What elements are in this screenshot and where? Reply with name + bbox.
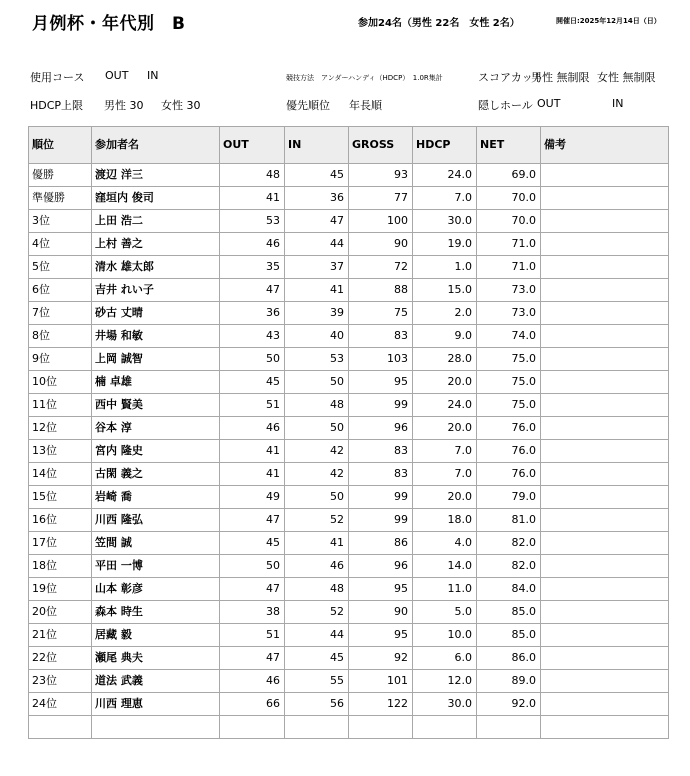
- name-cell: 窪垣内 俊司: [92, 187, 220, 210]
- name-cell: 谷本 淳: [92, 417, 220, 440]
- net-cell: 84.0: [477, 578, 541, 601]
- gross-cell: 99: [349, 394, 413, 417]
- net-cell: 82.0: [477, 532, 541, 555]
- col-header-hdcp: HDCP: [413, 127, 477, 164]
- hdcp-cell: 1.0: [413, 256, 477, 279]
- note-cell: [541, 555, 669, 578]
- note-cell: [541, 601, 669, 624]
- table-row: [29, 371, 669, 394]
- net-cell: 89.0: [477, 670, 541, 693]
- gross-cell: 96: [349, 555, 413, 578]
- net-cell: 69.0: [477, 164, 541, 187]
- in-cell: 56: [285, 693, 349, 716]
- rank-cell: 8位: [29, 325, 92, 348]
- in-cell: 40: [285, 325, 349, 348]
- hdcp-cell: 20.0: [413, 371, 477, 394]
- note-cell: [541, 256, 669, 279]
- hdcp-cell: 6.0: [413, 647, 477, 670]
- note-cell: [541, 670, 669, 693]
- name-cell: 古閑 義之: [92, 463, 220, 486]
- rank-cell: 7位: [29, 302, 92, 325]
- table-row: [29, 440, 669, 463]
- net-cell: 79.0: [477, 486, 541, 509]
- rank-cell: 優勝: [29, 164, 92, 187]
- gross-cell: 122: [349, 693, 413, 716]
- rank-cell: 14位: [29, 463, 92, 486]
- rank-cell: 20位: [29, 601, 92, 624]
- hdcp-cell: 20.0: [413, 417, 477, 440]
- note-cell: [541, 532, 669, 555]
- table-row: [29, 509, 669, 532]
- in-cell: 52: [285, 601, 349, 624]
- out-cell: 46: [220, 233, 285, 256]
- rank-cell: 16位: [29, 509, 92, 532]
- hdcp-cell: 19.0: [413, 233, 477, 256]
- note-cell: [541, 463, 669, 486]
- empty-cell: [285, 716, 349, 739]
- name-cell: 上田 浩二: [92, 210, 220, 233]
- out-cell: 41: [220, 463, 285, 486]
- net-cell: 76.0: [477, 463, 541, 486]
- name-cell: 森本 時生: [92, 601, 220, 624]
- table-row: [29, 463, 669, 486]
- out-cell: 66: [220, 693, 285, 716]
- in-cell: 45: [285, 647, 349, 670]
- hdcp-cell: 15.0: [413, 279, 477, 302]
- table-row: [29, 302, 669, 325]
- net-cell: 76.0: [477, 440, 541, 463]
- rank-cell: 23位: [29, 670, 92, 693]
- in-cell: 45: [285, 164, 349, 187]
- table-row: [29, 210, 669, 233]
- score-cut-female: 女性 無制限: [597, 71, 656, 84]
- hdcp-cell: 18.0: [413, 509, 477, 532]
- name-cell: 瀬尾 典夫: [92, 647, 220, 670]
- out-cell: 50: [220, 348, 285, 371]
- out-cell: 41: [220, 187, 285, 210]
- name-cell: 山本 彰彦: [92, 578, 220, 601]
- hdcp-cell: 20.0: [413, 486, 477, 509]
- in-cell: 50: [285, 486, 349, 509]
- net-cell: 75.0: [477, 348, 541, 371]
- hdcp-limit-label: HDCP上限: [30, 99, 84, 112]
- out-cell: 47: [220, 578, 285, 601]
- in-cell: 41: [285, 279, 349, 302]
- table-row: [29, 348, 669, 371]
- out-cell: 45: [220, 371, 285, 394]
- note-cell: [541, 440, 669, 463]
- in-cell: 48: [285, 578, 349, 601]
- note-cell: [541, 624, 669, 647]
- out-cell: 41: [220, 440, 285, 463]
- note-cell: [541, 486, 669, 509]
- table-row: [29, 532, 669, 555]
- gross-cell: 95: [349, 624, 413, 647]
- in-cell: 46: [285, 555, 349, 578]
- hdcp-cell: 10.0: [413, 624, 477, 647]
- net-cell: 81.0: [477, 509, 541, 532]
- participant-count: 参加24名（男性 22名 女性 2名）: [358, 18, 520, 29]
- rank-cell: 18位: [29, 555, 92, 578]
- table-row: [29, 486, 669, 509]
- out-cell: 47: [220, 509, 285, 532]
- in-cell: 48: [285, 394, 349, 417]
- rank-cell: 5位: [29, 256, 92, 279]
- table-row: [29, 555, 669, 578]
- hdcp-cell: 11.0: [413, 578, 477, 601]
- hdcp-cell: 7.0: [413, 463, 477, 486]
- name-cell: 平田 一博: [92, 555, 220, 578]
- col-header-out: OUT: [220, 127, 285, 164]
- gross-cell: 95: [349, 371, 413, 394]
- rank-cell: 24位: [29, 693, 92, 716]
- gross-cell: 99: [349, 486, 413, 509]
- net-cell: 71.0: [477, 256, 541, 279]
- gross-cell: 88: [349, 279, 413, 302]
- hdcp-cell: 30.0: [413, 693, 477, 716]
- col-header-name: 参加者名: [92, 127, 220, 164]
- note-cell: [541, 325, 669, 348]
- hidden-hole-label: 隠しホール: [478, 99, 533, 112]
- out-cell: 43: [220, 325, 285, 348]
- rank-cell: 10位: [29, 371, 92, 394]
- name-cell: 吉井 れい子: [92, 279, 220, 302]
- hdcp-cell: 2.0: [413, 302, 477, 325]
- in-cell: 53: [285, 348, 349, 371]
- in-cell: 39: [285, 302, 349, 325]
- out-cell: 48: [220, 164, 285, 187]
- in-cell: 36: [285, 187, 349, 210]
- out-cell: 51: [220, 394, 285, 417]
- rank-cell: 22位: [29, 647, 92, 670]
- gross-cell: 92: [349, 647, 413, 670]
- empty-cell: [92, 716, 220, 739]
- gross-cell: 100: [349, 210, 413, 233]
- net-cell: 85.0: [477, 601, 541, 624]
- note-cell: [541, 371, 669, 394]
- name-cell: 岩崎 喬: [92, 486, 220, 509]
- out-cell: 49: [220, 486, 285, 509]
- out-cell: 45: [220, 532, 285, 555]
- col-header-net: NET: [477, 127, 541, 164]
- hdcp-cell: 5.0: [413, 601, 477, 624]
- name-cell: 宮内 隆史: [92, 440, 220, 463]
- net-cell: 75.0: [477, 371, 541, 394]
- table-row: [29, 670, 669, 693]
- name-cell: 渡辺 洋三: [92, 164, 220, 187]
- gross-cell: 93: [349, 164, 413, 187]
- gross-cell: 96: [349, 417, 413, 440]
- note-cell: [541, 693, 669, 716]
- gross-cell: 72: [349, 256, 413, 279]
- course-out: OUT: [105, 69, 129, 82]
- hdcp-cell: 4.0: [413, 532, 477, 555]
- competition-method: 競技方法 アンダーハンディ（HDCP） 1.0R集計: [286, 74, 443, 82]
- out-cell: 46: [220, 670, 285, 693]
- rank-cell: 9位: [29, 348, 92, 371]
- out-cell: 35: [220, 256, 285, 279]
- note-cell: [541, 164, 669, 187]
- hdcp-limit-female: 女性 30: [161, 99, 201, 112]
- name-cell: 砂古 丈晴: [92, 302, 220, 325]
- hdcp-cell: 28.0: [413, 348, 477, 371]
- empty-cell: [413, 716, 477, 739]
- table-row: [29, 187, 669, 210]
- gross-cell: 83: [349, 463, 413, 486]
- net-cell: 70.0: [477, 187, 541, 210]
- in-cell: 52: [285, 509, 349, 532]
- col-header-rank: 順位: [29, 127, 92, 164]
- rank-cell: 4位: [29, 233, 92, 256]
- hdcp-cell: 24.0: [413, 394, 477, 417]
- net-cell: 74.0: [477, 325, 541, 348]
- rank-cell: 17位: [29, 532, 92, 555]
- note-cell: [541, 394, 669, 417]
- rank-cell: 11位: [29, 394, 92, 417]
- hdcp-cell: 7.0: [413, 440, 477, 463]
- priority-value: 年長順: [349, 99, 382, 112]
- hdcp-limit-male: 男性 30: [104, 99, 144, 112]
- gross-cell: 86: [349, 532, 413, 555]
- gross-cell: 103: [349, 348, 413, 371]
- table-row: [29, 693, 669, 716]
- table-row: [29, 578, 669, 601]
- hdcp-cell: 14.0: [413, 555, 477, 578]
- hdcp-cell: 30.0: [413, 210, 477, 233]
- results-table: [28, 126, 669, 739]
- rank-cell: 13位: [29, 440, 92, 463]
- in-cell: 47: [285, 210, 349, 233]
- rank-cell: 準優勝: [29, 187, 92, 210]
- gross-cell: 101: [349, 670, 413, 693]
- name-cell: 上岡 誠智: [92, 348, 220, 371]
- hdcp-cell: 9.0: [413, 325, 477, 348]
- gross-cell: 77: [349, 187, 413, 210]
- gross-cell: 75: [349, 302, 413, 325]
- out-cell: 47: [220, 279, 285, 302]
- note-cell: [541, 233, 669, 256]
- net-cell: 71.0: [477, 233, 541, 256]
- table-row: [29, 279, 669, 302]
- rank-cell: 15位: [29, 486, 92, 509]
- out-cell: 38: [220, 601, 285, 624]
- table-row: [29, 394, 669, 417]
- results-body: [29, 164, 669, 739]
- out-cell: 46: [220, 417, 285, 440]
- in-cell: 44: [285, 233, 349, 256]
- note-cell: [541, 302, 669, 325]
- gross-cell: 83: [349, 440, 413, 463]
- in-cell: 55: [285, 670, 349, 693]
- note-cell: [541, 509, 669, 532]
- note-cell: [541, 578, 669, 601]
- gross-cell: 90: [349, 601, 413, 624]
- gross-cell: 95: [349, 578, 413, 601]
- table-row: [29, 164, 669, 187]
- name-cell: 清水 雄太郎: [92, 256, 220, 279]
- net-cell: 86.0: [477, 647, 541, 670]
- table-row: [29, 233, 669, 256]
- in-cell: 42: [285, 440, 349, 463]
- in-cell: 50: [285, 417, 349, 440]
- rank-cell: 6位: [29, 279, 92, 302]
- table-row: [29, 601, 669, 624]
- note-cell: [541, 187, 669, 210]
- in-cell: 44: [285, 624, 349, 647]
- table-row: [29, 325, 669, 348]
- out-cell: 36: [220, 302, 285, 325]
- empty-cell: [541, 716, 669, 739]
- rank-cell: 21位: [29, 624, 92, 647]
- in-cell: 41: [285, 532, 349, 555]
- name-cell: 川西 理恵: [92, 693, 220, 716]
- col-header-note: 備考: [541, 127, 669, 164]
- name-cell: 西中 賢美: [92, 394, 220, 417]
- hidden-hole-out: OUT: [537, 97, 561, 110]
- note-cell: [541, 647, 669, 670]
- empty-cell: [349, 716, 413, 739]
- out-cell: 47: [220, 647, 285, 670]
- empty-cell: [29, 716, 92, 739]
- gross-cell: 83: [349, 325, 413, 348]
- name-cell: 道法 武義: [92, 670, 220, 693]
- net-cell: 85.0: [477, 624, 541, 647]
- col-header-gross: GROSS: [349, 127, 413, 164]
- out-cell: 53: [220, 210, 285, 233]
- name-cell: 上村 善之: [92, 233, 220, 256]
- name-cell: 井場 和敏: [92, 325, 220, 348]
- in-cell: 50: [285, 371, 349, 394]
- hdcp-cell: 7.0: [413, 187, 477, 210]
- priority-label: 優先順位: [286, 99, 330, 112]
- table-header-row: [29, 127, 669, 164]
- note-cell: [541, 348, 669, 371]
- empty-cell: [220, 716, 285, 739]
- net-cell: 70.0: [477, 210, 541, 233]
- net-cell: 73.0: [477, 279, 541, 302]
- hdcp-cell: 12.0: [413, 670, 477, 693]
- table-row: [29, 256, 669, 279]
- empty-cell: [477, 716, 541, 739]
- held-date: 開催日:2025年12月14日（日）: [556, 17, 661, 25]
- hidden-hole-in: IN: [612, 97, 624, 110]
- course-in: IN: [147, 69, 159, 82]
- hdcp-cell: 24.0: [413, 164, 477, 187]
- net-cell: 82.0: [477, 555, 541, 578]
- in-cell: 37: [285, 256, 349, 279]
- rank-cell: 3位: [29, 210, 92, 233]
- net-cell: 75.0: [477, 394, 541, 417]
- empty-row: [29, 716, 669, 739]
- note-cell: [541, 210, 669, 233]
- net-cell: 73.0: [477, 302, 541, 325]
- score-cut-label: スコアカット: [478, 71, 544, 84]
- col-header-in: IN: [285, 127, 349, 164]
- score-cut-male: 男性 無制限: [531, 71, 590, 84]
- table-row: [29, 647, 669, 670]
- name-cell: 川西 隆弘: [92, 509, 220, 532]
- in-cell: 42: [285, 463, 349, 486]
- course-label: 使用コース: [30, 71, 85, 84]
- gross-cell: 90: [349, 233, 413, 256]
- page-title: 月例杯・年代別 B: [32, 14, 186, 34]
- table-row: [29, 624, 669, 647]
- name-cell: 楠 卓雄: [92, 371, 220, 394]
- table-row: [29, 417, 669, 440]
- net-cell: 92.0: [477, 693, 541, 716]
- rank-cell: 19位: [29, 578, 92, 601]
- out-cell: 51: [220, 624, 285, 647]
- out-cell: 50: [220, 555, 285, 578]
- note-cell: [541, 417, 669, 440]
- rank-cell: 12位: [29, 417, 92, 440]
- gross-cell: 99: [349, 509, 413, 532]
- name-cell: 居藏 毅: [92, 624, 220, 647]
- note-cell: [541, 279, 669, 302]
- net-cell: 76.0: [477, 417, 541, 440]
- name-cell: 笠間 誠: [92, 532, 220, 555]
